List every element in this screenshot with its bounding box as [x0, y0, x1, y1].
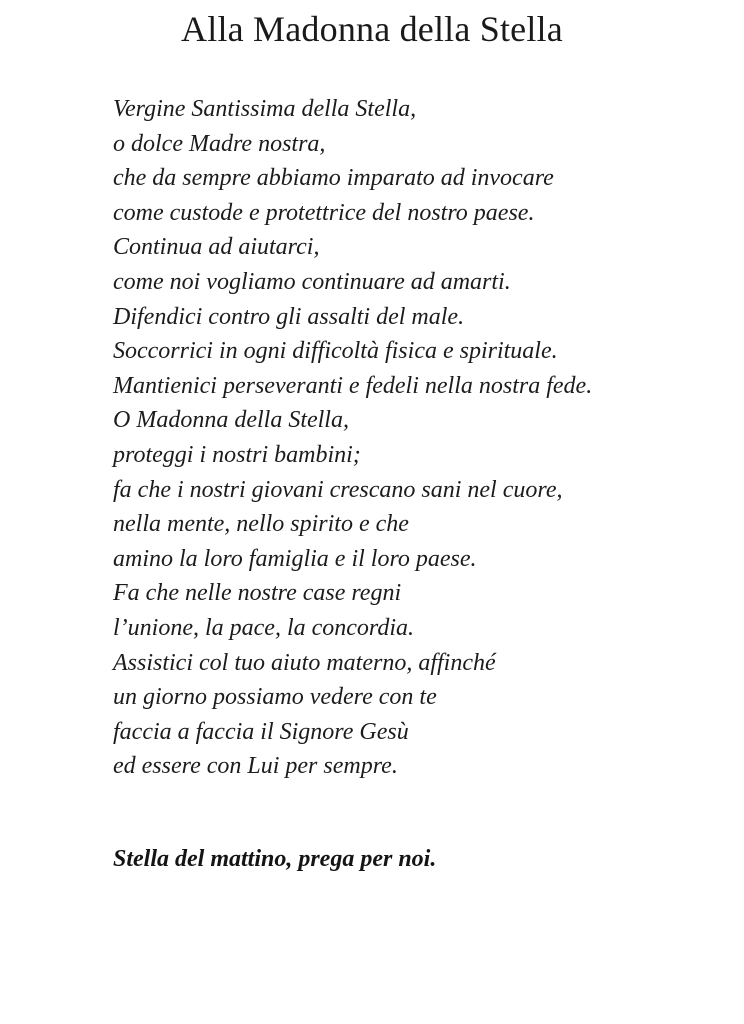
- verse-line: Assistici col tuo aiuto materno, affinché: [113, 649, 496, 676]
- verse-line: che da sempre abbiamo imparato ad invocare: [113, 165, 554, 192]
- verse-line: un giorno possiamo vedere con te: [113, 684, 437, 711]
- verse-line: Mantienici perseveranti e fedeli nella nostra fede.: [113, 372, 593, 399]
- verse-line: Continua ad aiutarci,: [113, 234, 320, 261]
- verse-line: Fa che nelle nostre case regni: [113, 580, 402, 607]
- verse-line: come custode e protettrice del nostro paese.: [113, 199, 535, 226]
- verse-line: fa che i nostri giovani crescano sani nel cuore,: [113, 476, 563, 503]
- verse-line: nella mente, nello spirito e che: [113, 511, 409, 538]
- prayer-title: Alla Madonna della Stella: [181, 9, 563, 49]
- verse-line: proteggi i nostri bambini;: [113, 441, 361, 468]
- verse-line: l’unione, la pace, la concordia.: [113, 614, 415, 641]
- verse-line: Vergine Santissima della Stella,: [113, 96, 417, 122]
- closing-invocation: Stella del mattino, prega per noi.: [113, 846, 437, 872]
- verse-line: faccia a faccia il Signore Gesù: [113, 718, 409, 745]
- verse-line: Difendici contro gli assalti del male.: [113, 303, 465, 330]
- verse-line: o dolce Madre nostra,: [113, 130, 326, 157]
- verse-line: come noi vogliamo continuare ad amarti.: [113, 268, 511, 295]
- verse-line: O Madonna della Stella,: [113, 407, 349, 434]
- verse-line: amino la loro famiglia e il loro paese.: [113, 545, 477, 572]
- verse-line: ed essere con Lui per sempre.: [113, 753, 398, 780]
- verse-line: Soccorrici in ogni difficoltà fisica e spirituale.: [113, 338, 558, 365]
- prayer-verses: [113, 92, 592, 784]
